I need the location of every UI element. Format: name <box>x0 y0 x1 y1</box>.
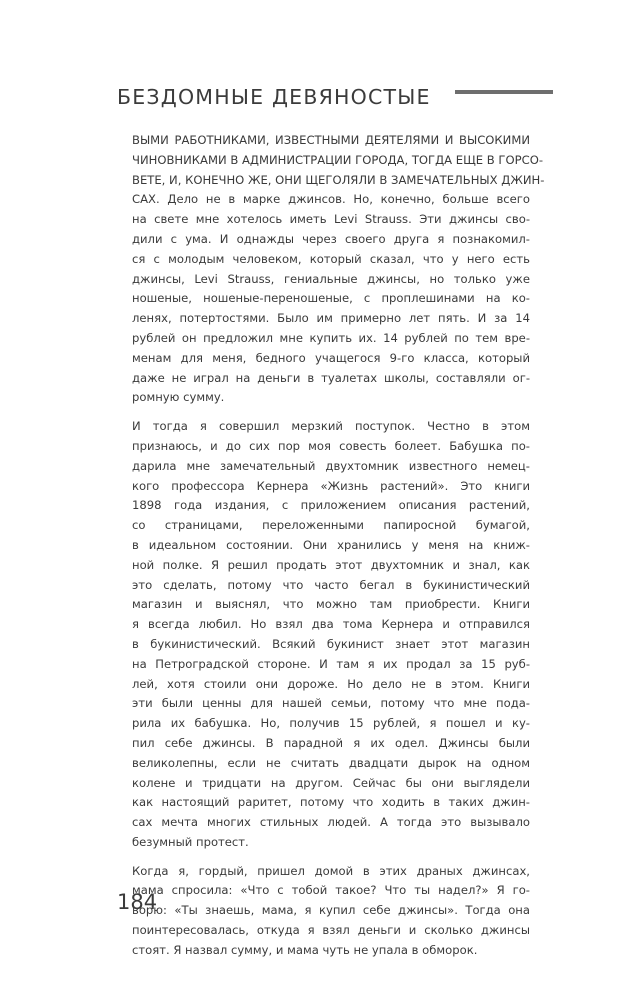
text-line: рила их бабушка. Но, получив 15 рублей, я пошел и ку- <box>132 716 530 731</box>
text-line: дили с ума. И однажды через своего друга я познакомил- <box>132 231 530 246</box>
text-line: даже не играл на деньги в туалетах школы, составляли ог- <box>132 370 530 385</box>
text-line: ЧИНОВНИКАМИ В АДМИНИСТРАЦИИ ГОРОДА, ТОГДА ЕЩЕ В ГОРСО- <box>132 152 544 167</box>
text-line: САХ. Дело не в марке джинсов. Но, конечно, больше всего <box>132 192 530 207</box>
text-line: менам для меня, бедного учащегося 9-го класса, который <box>132 350 530 365</box>
text-line: ворю: «Ты знаешь, мама, я купил себе джинсы». Тогда она <box>132 903 530 918</box>
header-rule <box>455 90 553 94</box>
text-line: дарила мне замечательный двухтомник известного немец- <box>132 458 530 473</box>
body-text <box>132 131 545 961</box>
text-line: в букинистический. Всякий букинист знает этот магазин <box>132 636 530 651</box>
text-line: ВЫМИ РАБОТНИКАМИ, ИЗВЕСТНЫМИ ДЕЯТЕЛЯМИ И ВЫСОКИМИ <box>132 133 530 147</box>
text-line: ВЕТЕ, И, КОНЕЧНО ЖЕ, ОНИ ЩЕГОЛЯЛИ В ЗАМЕЧАТЕЛЬНЫХ ДЖИН- <box>132 172 545 187</box>
text-line: как настоящий раритет, потому что ходить в таких джин- <box>132 795 530 810</box>
text-line: в идеальном состоянии. Они хранились у меня на книж- <box>132 537 530 552</box>
paragraph <box>132 417 530 853</box>
text-line: великолепны, если не считать двадцати дырок на одном <box>132 755 530 770</box>
text-line: кого профессора Кернера «Жизнь растений». Это книги <box>132 478 530 493</box>
text-line: джинсы, Levi Strauss, гениальные джинсы, но только уже <box>132 271 530 286</box>
text-line: рублей он предложил мне купить их. 14 рублей по тем вре- <box>132 330 530 345</box>
text-line: И тогда я совершил мерзкий поступок. Честно в этом <box>132 419 530 434</box>
text-line: безумный протест. <box>132 834 249 849</box>
text-line: я всегда любил. Но взял два тома Кернера и отправился <box>132 617 530 632</box>
text-line: ленях, потертостями. Было им примерно лет пять. И за 14 <box>132 311 530 326</box>
text-line: 1898 года издания, с приложением описания растений, <box>132 498 530 513</box>
text-line: мама спросила: «Что с тобой такое? Что ты надел?» Я го- <box>132 883 530 898</box>
page-number: 184 <box>117 890 158 914</box>
text-line: пил себе джинсы. В парадной я их одел. Джинсы были <box>132 735 530 750</box>
text-line: ся с молодым человеком, который сказал, что у него есть <box>132 251 530 266</box>
text-line: лей, хотя стоили они дороже. Но дело не в этом. Книги <box>132 676 530 691</box>
text-line: признаюсь, и до сих пор моя совесть болеет. Бабушка по- <box>132 438 530 453</box>
text-line: на Петроградской стороне. И там я их продал за 15 руб- <box>132 656 530 671</box>
text-line: сах мечта многих стильных людей. А тогда это вызывало <box>132 815 530 830</box>
text-line: магазин и выяснял, что можно там приобрести. Книги <box>132 597 530 612</box>
text-line: это сделать, потому что часто бегал в букинистический <box>132 577 530 592</box>
text-line: ной полке. Я решил продать этот двухтомник и знал, как <box>132 557 530 572</box>
text-line: ношеные, ношеные-переношеные, с проплешинами на ко- <box>132 291 530 306</box>
text-line: поинтересовалась, откуда я взял деньги и сколько джинсы <box>132 923 530 938</box>
paragraph <box>132 862 530 961</box>
text-line: колене и тридцати на другом. Сейчас бы они выглядели <box>132 775 530 790</box>
running-title: БЕЗДОМНЫЕ ДЕВЯНОСТЫЕ <box>117 85 431 109</box>
text-line: эти были ценны для нашей семьи, потому что мне пода- <box>132 696 530 711</box>
text-line: на свете мне хотелось иметь Levi Strauss. Эти джинсы сво- <box>132 212 530 227</box>
text-line: Когда я, гордый, пришел домой в этих драных джинсах, <box>132 863 530 878</box>
text-line: ромную сумму. <box>132 390 225 405</box>
text-line: со страницами, переложенными папиросной бумагой, <box>132 518 530 533</box>
text-line: стоят. Я назвал сумму, и мама чуть не упала в обморок. <box>132 942 478 957</box>
paragraph <box>132 131 545 408</box>
